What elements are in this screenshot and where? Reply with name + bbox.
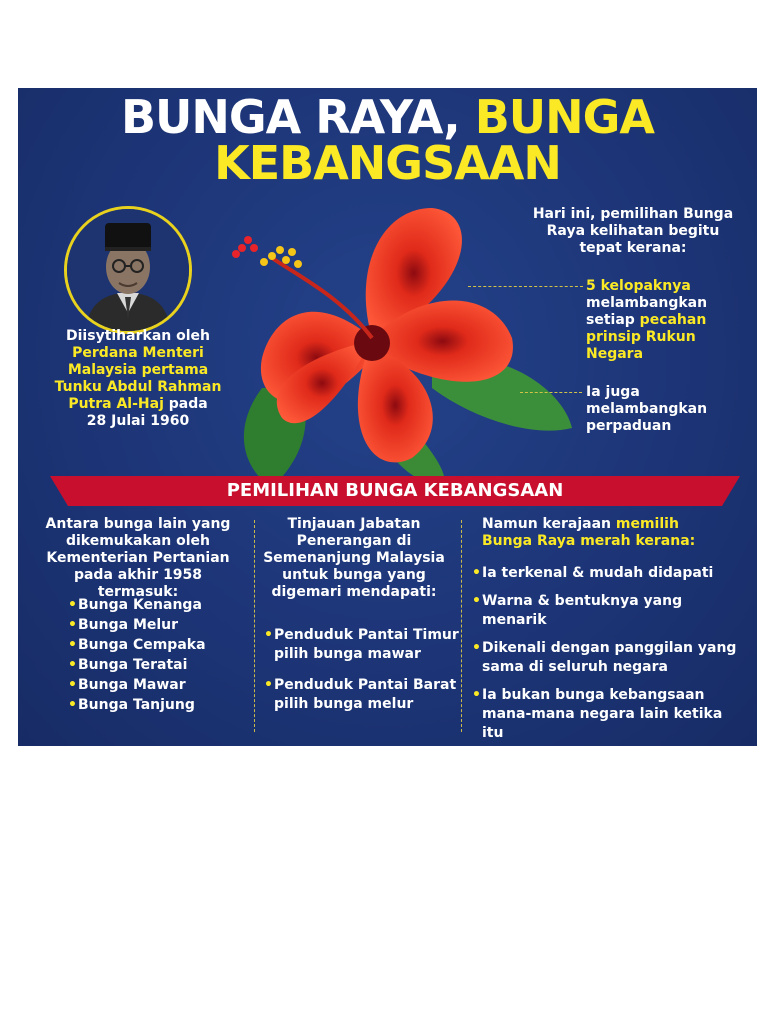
connector-line-2: [520, 392, 582, 393]
point1-line-4: prinsip Rukun: [586, 329, 696, 345]
col2-survey-list: [264, 626, 464, 726]
list-item: • Bunga Melur: [68, 616, 206, 635]
col1-head-line-2: dikemukakan oleh: [65, 533, 211, 549]
point2-line-2: melambangkan: [586, 401, 708, 417]
section-banner-title: PEMILIHAN BUNGA KEBANGSAAN: [226, 480, 564, 501]
list-item: • Ia bukan bunga kebangsaan mana-mana negara lain ketika itu: [472, 686, 742, 743]
list-item: • Ia terkenal & mudah didapati: [472, 564, 742, 583]
reason-petals: [586, 278, 756, 363]
list-item: • Bunga Mawar: [68, 676, 206, 695]
connector-line-1: [468, 286, 583, 287]
col2-head-line-4: untuk bunga yang: [282, 567, 426, 583]
col1-flower-list: [68, 596, 206, 716]
col1-head-line-3: Kementerian Pertanian: [46, 550, 230, 566]
infographic-poster: [18, 88, 757, 746]
caption-line-3: Malaysia pertama: [67, 362, 209, 378]
portrait-illustration: [67, 209, 189, 331]
intro-line-2: Raya kelihatan begitu: [546, 223, 720, 239]
col2-head-line-1: Tinjauan Jabatan: [287, 516, 421, 532]
col3-head-line-2: Bunga Raya merah kerana:: [482, 533, 696, 549]
col1-heading: [38, 516, 238, 601]
list-item: • Bunga Teratai: [68, 656, 206, 675]
col3-head-line-1b: memilih: [615, 516, 679, 532]
point1-line-2: melambangkan: [586, 295, 708, 311]
list-item: • Warna & bentuknya yang menarik: [472, 592, 742, 630]
title-part-yellow: BUNGA: [474, 90, 655, 144]
list-item: • Bunga Tanjung: [68, 696, 206, 715]
point2-line-1: Ia juga: [586, 384, 640, 400]
caption-line-1: Diisytiharkan oleh: [66, 328, 210, 344]
hibiscus-flower-image: [202, 188, 572, 488]
col2-heading: [254, 516, 454, 601]
col3-reasons-list: [472, 564, 742, 746]
point1-line-3b: pecahan: [639, 312, 707, 328]
col2-head-line-3: Semenanjung Malaysia: [263, 550, 445, 566]
title-line-1: [18, 90, 757, 144]
list-item: • Penduduk Pantai Timur pilih bunga mawar: [264, 626, 464, 664]
point2-line-3: perpaduan: [586, 418, 672, 434]
col2-head-line-5: digemari mendapati:: [271, 584, 437, 600]
point1-line-1: 5 kelopaknya: [586, 278, 691, 294]
col1-head-line-4: pada akhir 1958 termasuk:: [73, 567, 203, 600]
col3-heading: [468, 516, 704, 550]
caption-line-4: Tunku Abdul Rahman: [54, 379, 222, 395]
col1-head-line-1: Antara bunga lain yang: [45, 516, 231, 532]
right-intro-text: [518, 206, 748, 257]
intro-line-3: tepat kerana:: [579, 240, 687, 256]
caption-line-2: Perdana Menteri: [72, 345, 204, 361]
intro-line-1: Hari ini, pemilihan Bunga: [532, 206, 734, 222]
point1-line-3a: setiap: [586, 312, 640, 328]
list-item: • Dikenali dengan panggilan yang sama di seluruh negara: [472, 639, 742, 677]
reason-unity: [586, 384, 756, 435]
list-item: • Bunga Cempaka: [68, 636, 206, 655]
caption-pada: pada: [163, 396, 208, 412]
col2-head-line-2: Penerangan di: [296, 533, 412, 549]
title-part-white: BUNGA RAYA,: [120, 90, 460, 144]
list-item: • Bunga Kenanga: [68, 596, 206, 615]
portrait-photo: [64, 206, 192, 334]
title-line-2: KEBANGSAAN: [214, 136, 561, 190]
caption-date: 28 Julai 1960: [86, 413, 190, 429]
col3-head-line-1a: Namun kerajaan: [482, 516, 616, 532]
point1-line-5: Negara: [586, 346, 644, 362]
list-item: • Penduduk Pantai Barat pilih bunga melur: [264, 676, 464, 714]
caption-name-end: Putra Al-Haj: [68, 396, 164, 412]
